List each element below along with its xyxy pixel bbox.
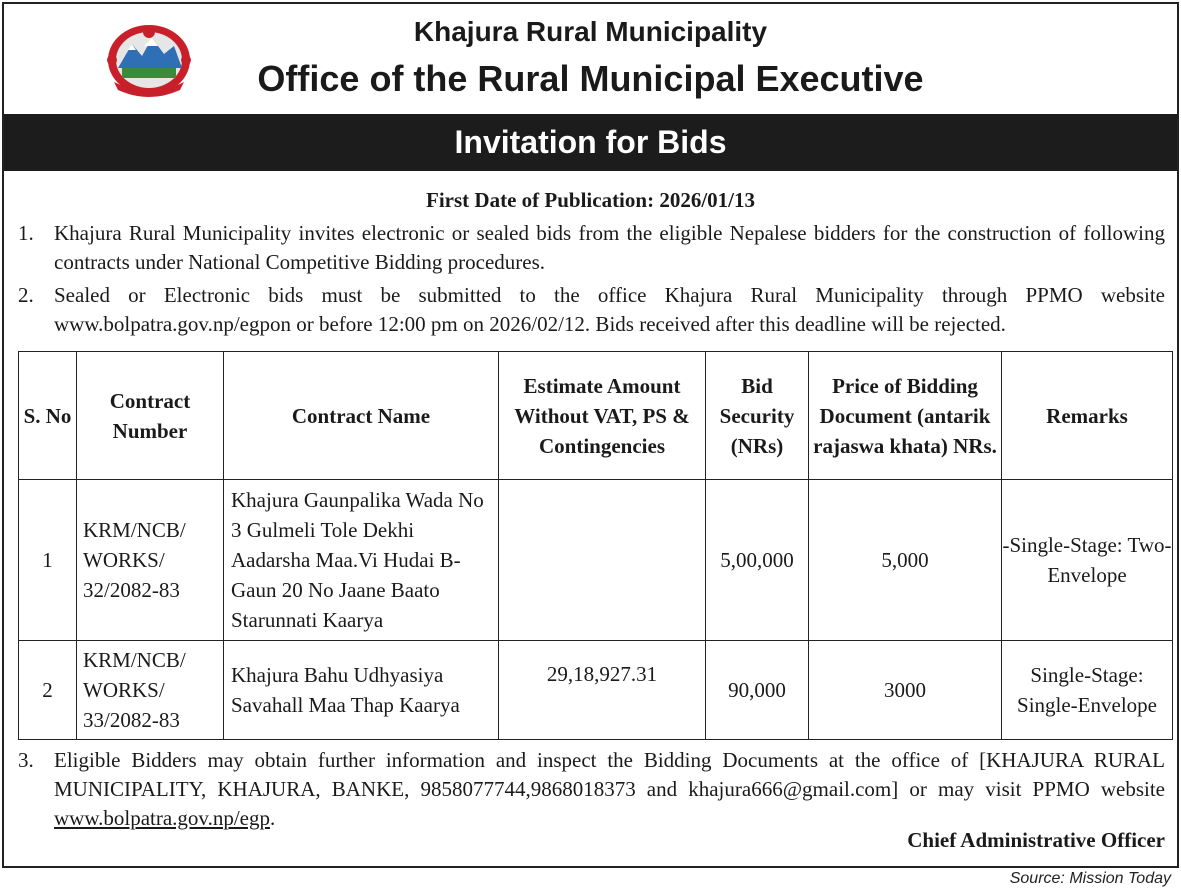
cell-remarks: Single-Stage: Single-Envelope [1002,641,1173,740]
paragraph-3 [4,746,1177,833]
cell-price-doc: 5,000 [809,480,1002,641]
cell-bid-security: 5,00,000 [706,480,809,641]
header-contract-name: Contract Name [224,352,499,480]
cell-contract-name: Khajura Bahu Udhyasiya Savahall Maa Thap Kaarya [224,641,499,740]
municipality-name: Khajura Rural Municipality [413,16,768,47]
table-header-row [19,352,1173,480]
paragraph-number: 1. [18,221,34,245]
office-name: Office of the Rural Municipal Executive [257,58,924,99]
paragraph-text: Khajura Rural Municipality invites electronic or sealed bids from the eligible Nepalese bidders for the construction of following contracts under National Competitive Bidding procedures. [54,221,1165,274]
cell-estimate: 29,18,927.31 [499,641,706,740]
header-price-doc: Price of Bidding Document (antarik rajaswa khata) NRs. [809,352,1002,480]
paragraph-suffix: . [269,806,276,830]
paragraph-number: 3. [18,748,34,772]
paragraph-2 [4,281,1177,339]
header-bid-security: Bid Security (NRs) [706,352,809,480]
paragraph-number: 2. [18,283,34,307]
paragraph-1 [4,219,1177,277]
invitation-banner: Invitation for Bids [4,114,1177,171]
paragraph-text: Sealed or Electronic bids must be submitted to the office Khajura Rural Municipality through PPMO website www.bolpatra.gov.np/egpon or before 12:00 pm on 2026/02/12. Bids received after this deadline will be rejected. [54,283,1165,336]
notice-header [4,4,1177,114]
signatory-title: Chief Administrative Officer [907,828,1165,852]
table-row [19,480,1173,641]
table-row [19,641,1173,740]
cell-bid-security: 90,000 [706,641,809,740]
cell-estimate [499,480,706,641]
cell-price-doc: 3000 [809,641,1002,740]
cell-sno: 1 [19,480,77,641]
contracts-table [18,351,1173,740]
cell-contract-number: KRM/NCB/ WORKS/ 33/2082-83 [77,641,224,740]
cell-sno: 2 [19,641,77,740]
bid-notice [2,2,1179,868]
header-sno: S. No [19,352,77,480]
header-remarks: Remarks [1002,352,1173,480]
cell-remarks: -Single-Stage: Two-Envelope [1002,480,1173,641]
paragraph-text: Eligible Bidders may obtain further information and inspect the Bidding Documents at the office of [KHAJURA RURAL MUNICIPALITY, KHAJURA, BANKE, 9858077744,9868018373 and khajura666@gmail.com] or may visit PPMO website [54,748,1165,801]
ppmo-website-link[interactable]: www.bolpatra.gov.np/egp [54,806,270,830]
cell-contract-name: Khajura Gaunpalika Wada No 3 Gulmeli Tole Dekhi Aadarsha Maa.Vi Hudai B-Gaun 20 No Jaane Baato Starunnati Kaarya [224,480,499,641]
publication-date: First Date of Publication: 2026/01/13 [426,188,755,212]
source-credit: Source: Mission Today [1009,870,1171,887]
cell-contract-number: KRM/NCB/ WORKS/ 32/2082-83 [77,480,224,641]
header-contract-number: Contract Number [77,352,224,480]
header-estimate: Estimate Amount Without VAT, PS & Contingencies [499,352,706,480]
